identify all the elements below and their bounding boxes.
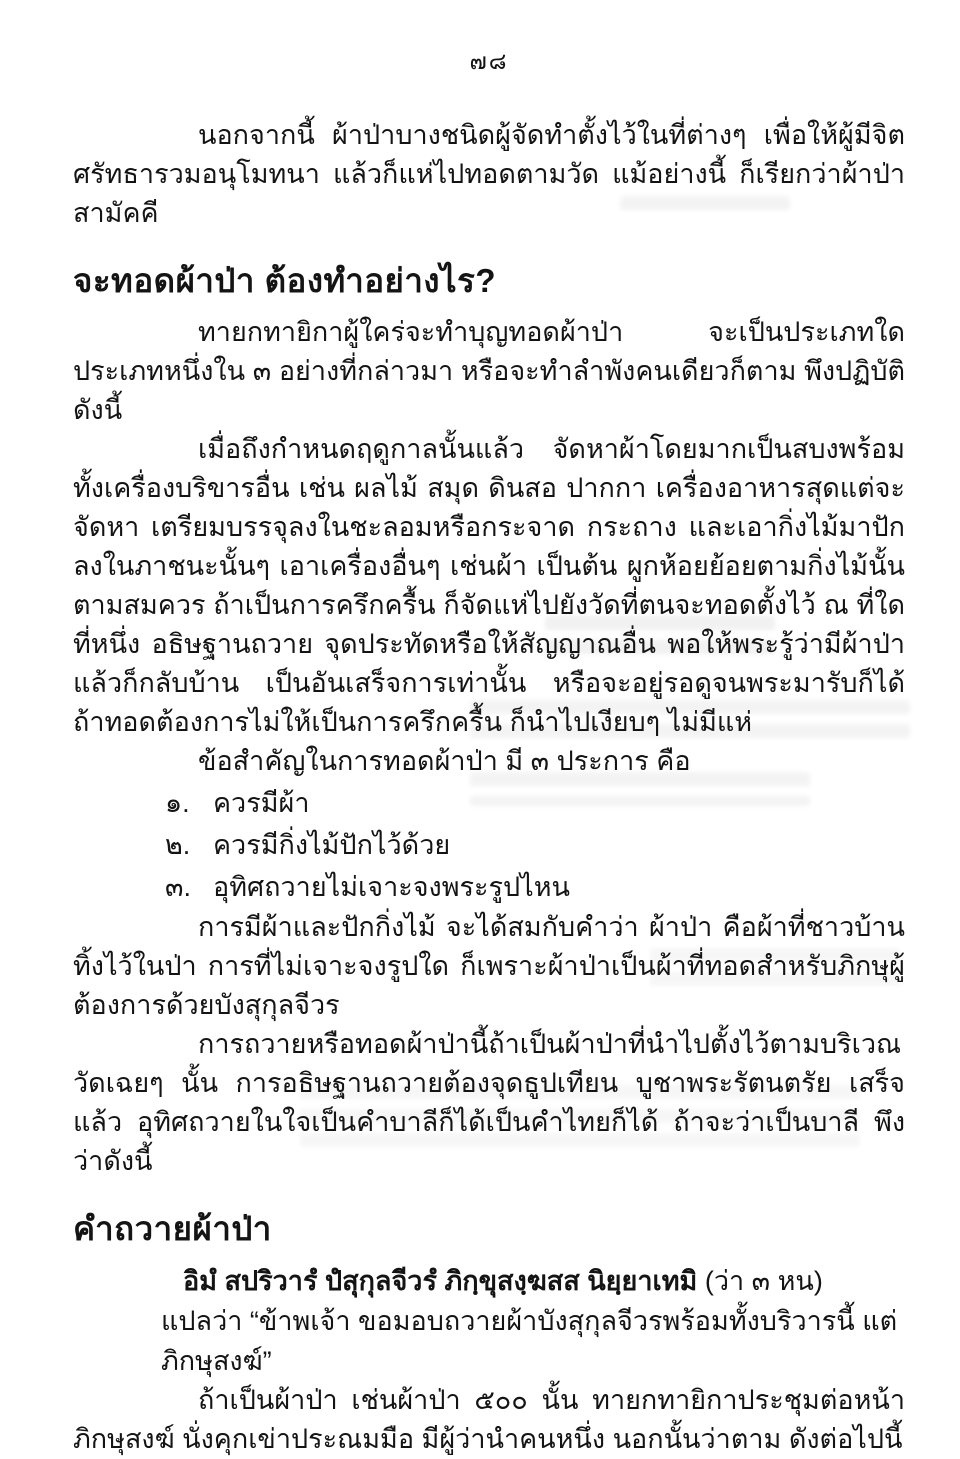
list-item-number: ๑.	[165, 788, 190, 818]
key-points-list	[73, 782, 905, 908]
section-heading-offering-words: คำถวายผ้าป่า	[73, 1210, 272, 1247]
closing-paragraph: ถ้าเป็นผ้าป่า เช่นผ้าป่า ๕๐๐ นั้น ทายกทายิกาประชุมต่อหน้าภิกษุสงฆ์ นั่งคุกเข่าประณมมือ มีผู้ว่านำคนหนึ่ง นอกนั้นว่าตาม ดังต่อไปนี้	[73, 1385, 905, 1454]
intro-paragraph: นอกจากนี้ ผ้าป่าบางชนิดผู้จัดทำตั้งไว้ในที่ต่างๆ เพื่อให้ผู้มีจิตศรัทธารวมอนุโมทนา แล้วก็แห่ไปทอดตามวัด แม้อย่างนี้ ก็เรียกว่าผ้าป่าสามัคคี	[73, 120, 905, 228]
pali-text: อิมํ สปริวารํ ปํสุกุลจีวรํ ภิกฺขุสงฺฆสส นิยฺยาเทมิ	[183, 1266, 698, 1296]
body-paragraph: ทายกทายิกาผู้ใคร่จะทำบุญทอดผ้าป่า จะเป็นประเภทใดประเภทหนึ่งใน ๓ อย่างที่กล่าวมา หรือจะทำลำพังคนเดียวก็ตาม พึงปฏิบัติดังนี้	[73, 317, 905, 425]
body-paragraph: การมีผ้าและปักกิ่งไม้ จะได้สมกับคำว่า ผ้าป่า คือผ้าที่ชาวบ้านทิ้งไว้ในป่า การที่ไม่เจาะจงรูปใด ก็เพราะผ้าป่าเป็นผ้าที่ทอดสำหรับภิกษุผู้ต้องการด้วยบังสุกุลจีวร	[73, 912, 905, 1020]
body-paragraph: เมื่อถึงกำหนดฤดูกาลนั้นแล้ว จัดหาผ้าโดยมากเป็นสบงพร้อมทั้งเครื่องบริขารอื่น เช่น ผลไม้ สมุด ดินสอ ปากกา เครื่องอาหารสุดแต่จะจัดหา เตรียมบรรจุลงในชะลอมหรือกระจาด กระถาง และเอากิ่งไม้มาปักลงในภาชนะนั้นๆ เอาเครื่องอื่นๆ เช่นผ้า เป็นต้น ผูกห้อยย้อยตามกิ่งไม้นั้นตามสมควร ถ้าเป็นการครึกครื้น ก็จัดแห่ไปยังวัดที่ตนจะทอดตั้งไว้ ณ ที่ใดที่หนึ่ง อธิษฐานถวาย จุดประทัดหรือให้สัญญาณอื่น พอให้พระรู้ว่ามีผ้าป่า แล้วก็กลับบ้าน เป็นอันเสร็จการเท่านั้น หรือจะอยู่รอดูจนพระมารับก็ได้ ถ้าทอดต้องการไม่ให้เป็นการครึกครื้น ก็นำไปเงียบๆ ไม่มีแห่	[73, 434, 905, 737]
list-item-text: ควรมีผ้า	[213, 788, 310, 818]
pali-offering-line	[183, 1261, 905, 1301]
key-points-intro: ข้อสำคัญในการทอดผ้าป่า มี ๓ ประการ คือ	[198, 746, 691, 776]
section-heading-how-to-offer: จะทอดผ้าป่า ต้องทำอย่างไร?	[73, 262, 496, 299]
list-item-number: ๒.	[165, 830, 191, 860]
page-number: ๗๘	[469, 48, 509, 74]
list-item	[165, 866, 905, 908]
body-paragraph: การถวายหรือทอดผ้าป่านี้ถ้าเป็นผ้าป่าที่นำไปตั้งไว้ตามบริเวณวัดเฉยๆ นั้น การอธิษฐานถวายต้องจุดธูปเทียน บูชาพระรัตนตรัย เสร็จแล้ว อุทิศถวายในใจเป็นคำบาลีก็ได้เป็นคำไทยก็ได้ ถ้าจะว่าเป็นบาลี พึงว่าดังนี้	[73, 1029, 905, 1176]
page-content	[73, 44, 905, 1459]
list-item	[165, 782, 905, 824]
list-item	[165, 824, 905, 866]
list-item-text: ควรมีกิ่งไม้ปักไว้ด้วย	[213, 830, 451, 860]
translation-line: แปลว่า “ข้าพเจ้า ขอมอบถวายผ้าบังสุกุลจีวรพร้อมทั้งบริวารนี้ แต่ภิกษุสงฆ์”	[161, 1306, 898, 1376]
list-item-text: อุทิศถวายไม่เจาะจงพระรูปไหน	[213, 872, 571, 902]
list-item-number: ๓.	[165, 872, 191, 902]
pali-repeat-note: (ว่า ๓ หน)	[704, 1266, 823, 1296]
